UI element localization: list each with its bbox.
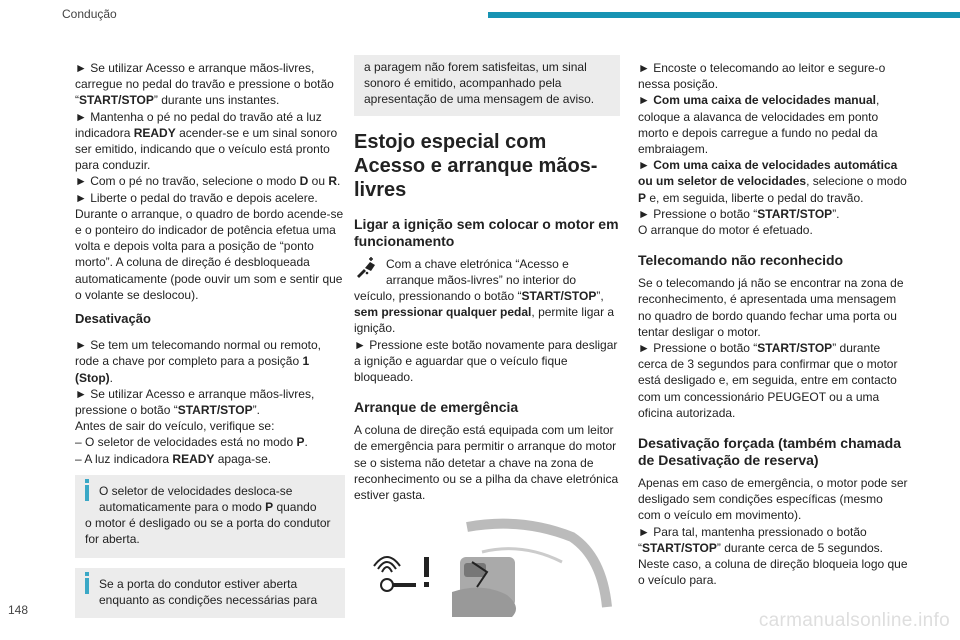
page-number: 148 [8,603,29,617]
paragraph: ► Para tal, mantenha pressionado o botão “START/STOP” durante cerca de 5 segundos. [638,524,884,555]
paragraph: Apenas em caso de emergência, o motor pode ser desligado sem condições específicas (mesmo com o veículo em movimento). [638,476,908,523]
note-text: a paragem não forem satisfeitas, um sinal sonoro é emitido, acompanhado pela apresentação de uma mensagem de aviso. [364,60,595,107]
paragraph: ► Se utilizar Acesso e arranque mãos-livres, pressione o botão “START/STOP”. [75,386,315,418]
info-note [75,475,345,558]
subsection-heading: Telecomando não reconhecido [638,252,844,269]
emergency-reader-icon [372,517,612,617]
info-icon [85,479,89,483]
paragraph: Com a chave eletrónica “Acesso e arranque mãos-livres” no interior do veículo, pressionando o botão “START/STOP”, sem pressionar qualquer pedal, permite ligar a ignição. [354,256,615,336]
subsection-heading: Ligar a ignição sem colocar o motor em funcionamento [354,215,619,249]
info-note-continuation [354,55,620,116]
paragraph: Neste caso, a coluna de direção bloqueia logo que o veículo para. [638,557,908,588]
paragraph: ► Encoste o telecomando ao leitor e segure-o nessa posição. [638,61,886,92]
paragraph: O arranque do motor é efetuado. [638,223,813,238]
note-text: Se a porta do condutor estiver aberta enquanto as condições necessárias para [99,576,318,607]
column-3 [638,60,908,588]
subsection-heading: Desativação forçada (também chamada de Desativação de reserva) [638,435,901,469]
paragraph-with-icon [354,256,620,337]
paragraph: ► Mantenha o pé no pedal do travão até a luz indicadora READY acender-se e um sinal sonoro ser emitido, indicando que o veículo está pronto para conduzir. [75,109,338,173]
paragraph: ► Com uma caixa de velocidades automática ou um seletor de velocidades, selecione o modo P e, em seguida, liberte o pedal do travão. [638,158,907,205]
paragraph: – O seletor de velocidades está no modo P. [75,435,308,450]
key-fob-icon [354,256,378,280]
column-1 [75,60,345,618]
paragraph: ► Pressione o botão “START/STOP”. [638,206,840,221]
info-icon-bar [85,485,89,501]
emergency-reader-figure [372,517,612,617]
paragraph: Antes de sair do veículo, verifique se: [75,419,275,434]
paragraph: ► Se tem um telecomando normal ou remoto, rode a chave por completo para a posição 1 (Stop). [75,338,321,385]
info-note [75,568,345,618]
info-icon [85,572,89,576]
paragraph: A coluna de direção está equipada com um leitor de emergência para permitir o arranque do motor se o sistema não detetar a chave na zona de reconhecimento ou se a pilha da chave eletrónica estiver gasta. [354,423,619,503]
subsection-heading: Arranque de emergência [354,399,519,416]
section-title: Estojo especial com Acesso e arranque mãos-livres [354,130,598,201]
paragraph: ► Pressione o botão “START/STOP” durante cerca de 3 segundos para confirmar que o motor está desligado e, em seguida, entre em contacto com um concessionário PEUGEOT ou a uma oficina autorizada. [638,341,898,420]
paragraph: ► Pressione este botão novamente para desligar a ignição e aguardar que o veículo fique bloqueado. [354,337,618,385]
info-icon-bar [85,578,89,594]
paragraph: – A luz indicadora READY apaga-se. [75,451,272,466]
paragraph: Se o telecomando já não se encontrar na zona de reconhecimento, é apresentada uma mensagem no quadro de bordo quando fechar uma porta ou tentar desligar o motor. [638,276,904,339]
paragraph: ► Se utilizar Acesso e arranque mãos-livres, carregue no pedal do travão e pressione o botão “START/STOP” durante uns instantes. [75,61,334,108]
paragraph: ► Com o pé no travão, selecione o modo D ou R. [75,174,341,189]
header-title: Condução [62,7,117,21]
note-text: O seletor de velocidades desloca-se automaticamente para o modo P quando o motor é desligado ou se a porta do condutor for aberta. [85,483,331,547]
watermark: carmanualsonline.info [758,610,950,631]
paragraph: ► Liberte o pedal do travão e depois acelere. [75,190,318,205]
section-heading: Desativação [75,311,151,327]
column-2 [354,55,620,617]
paragraph: ► Com uma caixa de velocidades manual, coloque a alavanca de velocidades em ponto morto e depois carregue a fundo no pedal da embraiagem. [638,93,880,157]
header-accent-bar [488,12,960,18]
paragraph: Durante o arranque, o quadro de bordo acende-se e o ponteiro do indicador de potência efetua uma volta e depois volta para a posição de “ponto morto”. A coluna de direção é desbloqueada automaticamente (pode ouvir um som e sentir que o volante se deslocou). [75,206,344,302]
